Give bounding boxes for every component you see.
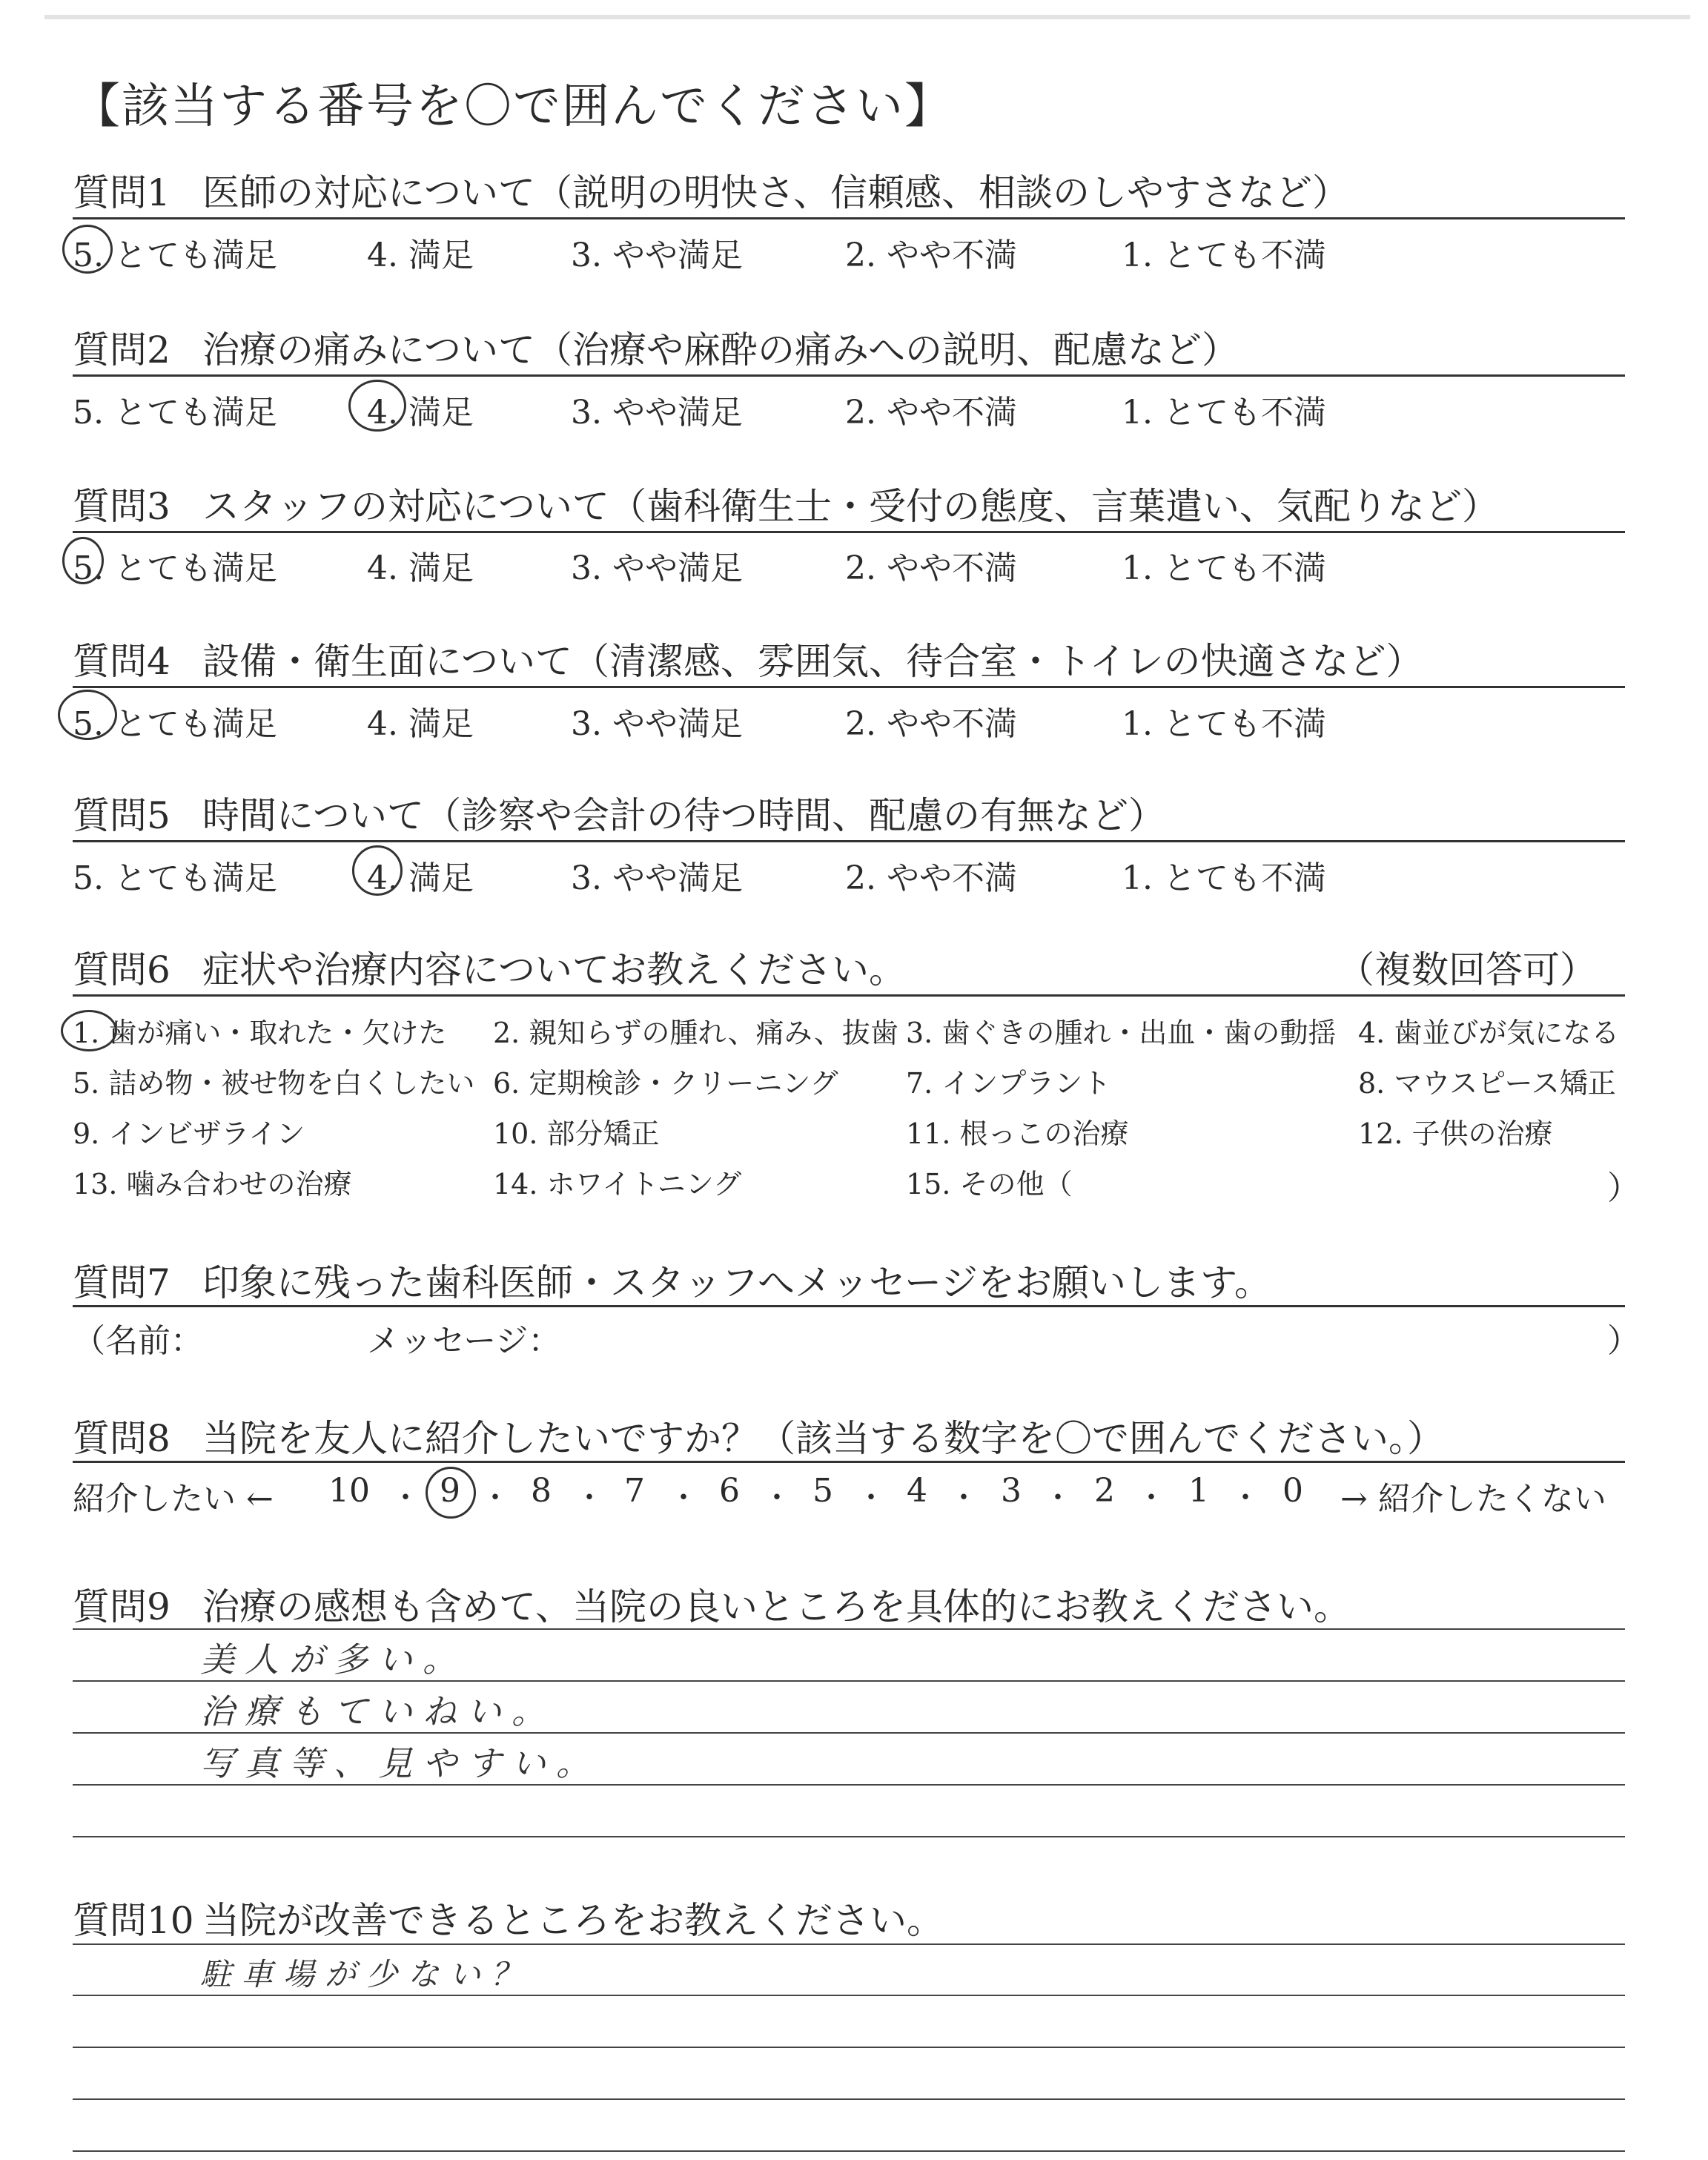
q9-number: 質問9: [73, 1585, 171, 1628]
q8-number: 質問8: [73, 1417, 171, 1460]
q5-number: 質問5: [73, 794, 171, 837]
q1-option-5[interactable]: 5. とても満足: [73, 237, 277, 274]
q5-option-1[interactable]: 1. とても不満: [1122, 859, 1326, 897]
q8-left-label: 紹介したい ←: [73, 1480, 274, 1518]
q6-option-1[interactable]: 1. 歯が痛い・取れた・欠けた: [73, 1017, 447, 1049]
q8-scale-1[interactable]: 1: [1188, 1472, 1209, 1510]
q3-option-5[interactable]: 5. とても満足: [73, 549, 277, 587]
q9-answer-line: 写真等、見やすい。: [200, 1743, 600, 1783]
q8-sep: ・: [762, 1481, 792, 1515]
q4-option-2[interactable]: 2. やや不満: [845, 705, 1017, 743]
q6-option-12[interactable]: 12. 子供の治療: [1358, 1117, 1553, 1150]
q4-option-5[interactable]: 5. とても満足: [73, 705, 277, 743]
q2-selection-circle: [348, 380, 406, 432]
q5-rule: [73, 840, 1625, 842]
q6-option-10[interactable]: 10. 部分矯正: [493, 1117, 660, 1150]
q6-note: （複数回答可）: [1337, 948, 1597, 991]
q2-number: 質問2: [73, 328, 171, 371]
q6-option-13[interactable]: 13. 噛み合わせの治療: [73, 1168, 352, 1200]
q8-sep: ・: [1136, 1481, 1166, 1515]
q3-number: 質問3: [73, 485, 171, 528]
q7-name-label: （名前：: [73, 1322, 203, 1360]
q4-number: 質問4: [73, 640, 171, 683]
q3-option-1[interactable]: 1. とても不満: [1122, 549, 1326, 587]
q1-option-4[interactable]: 4. 満足: [367, 237, 474, 274]
q8-sep: ・: [856, 1481, 886, 1515]
q5-option-2[interactable]: 2. やや不満: [845, 859, 1017, 897]
q6-option-6[interactable]: 6. 定期検診・クリーニング: [493, 1067, 838, 1100]
q9-write-line: [73, 1628, 1625, 1630]
q3-rule: [73, 531, 1625, 533]
q10-text: 当院が改善できるところをお教えください。: [202, 1899, 944, 1942]
q7-message-label: メッセージ：: [367, 1322, 561, 1360]
q9-text: 治療の感想も含めて、当院の良いところを具体的にお教えください。: [202, 1585, 1351, 1628]
q6-option-8[interactable]: 8. マウスピース矯正: [1358, 1067, 1616, 1100]
q1-number: 質問1: [73, 171, 171, 214]
q6-number: 質問6: [73, 948, 171, 991]
q4-selection-circle: [58, 690, 117, 740]
q1-text: 医師の対応について（説明の明快さ、信頼感、相談のしやすさなど）: [202, 171, 1349, 214]
q4-option-4[interactable]: 4. 満足: [367, 705, 474, 743]
q7-close: ）: [1607, 1322, 1640, 1360]
q8-text: 当院を友人に紹介したいですか？（該当する数字を〇で囲んでください。）: [202, 1417, 1444, 1460]
q6-option-7[interactable]: 7. インプラント: [906, 1067, 1111, 1100]
q8-selection-circle: [426, 1467, 476, 1519]
q5-option-5[interactable]: 5. とても満足: [73, 859, 277, 897]
q1-selection-circle: [62, 225, 113, 274]
q4-rule: [73, 686, 1625, 688]
q3-selection-circle: [62, 537, 104, 584]
q10-write-line: [73, 2047, 1625, 2048]
q3-option-2[interactable]: 2. やや不満: [845, 549, 1017, 587]
q4-option-3[interactable]: 3. やや満足: [571, 705, 743, 743]
q4-heading: [73, 632, 1423, 685]
scan-edge: [44, 15, 1690, 19]
q2-heading: [73, 320, 1239, 374]
q8-sep: ・: [669, 1481, 698, 1515]
q4-option-1[interactable]: 1. とても不満: [1122, 705, 1326, 743]
q8-sep: ・: [1231, 1481, 1260, 1515]
q1-option-2[interactable]: 2. やや不満: [845, 237, 1017, 274]
q6-selection-circle: [61, 1010, 117, 1051]
q10-answer-line: 駐車場が少ない？: [200, 1956, 533, 1992]
q1-rule: [73, 217, 1625, 219]
q9-answer-line: 治療もていねい。: [200, 1691, 556, 1731]
q8-scale-2[interactable]: 2: [1094, 1472, 1115, 1510]
q7-heading: [73, 1253, 1271, 1307]
q10-number: 質問10: [73, 1899, 194, 1942]
q1-heading: [73, 163, 1349, 217]
q7-text: 印象に残った歯科医師・スタッフへメッセージをお願いします。: [202, 1261, 1271, 1304]
q8-sep: ・: [391, 1481, 420, 1515]
q8-heading: [73, 1409, 1444, 1462]
q8-scale-7[interactable]: 7: [624, 1472, 645, 1510]
q6-option-11[interactable]: 11. 根っこの治療: [906, 1117, 1129, 1150]
q8-scale-10[interactable]: 10: [328, 1472, 370, 1510]
q3-option-3[interactable]: 3. やや満足: [571, 549, 743, 587]
q8-sep: ・: [1043, 1481, 1073, 1515]
q8-scale-5[interactable]: 5: [812, 1472, 833, 1510]
q6-option-3[interactable]: 3. 歯ぐきの腫れ・出血・歯の動揺: [906, 1017, 1337, 1049]
q2-rule: [73, 374, 1625, 377]
q8-sep: ・: [949, 1481, 979, 1515]
q6-option-9[interactable]: 9. インビザライン: [73, 1117, 305, 1150]
q5-selection-circle: [352, 845, 403, 896]
q6-heading: [73, 940, 906, 994]
q6-rule: [73, 994, 1625, 997]
q10-write-line: [73, 2150, 1625, 2152]
q8-scale-6[interactable]: 6: [719, 1472, 740, 1510]
q7-number: 質問7: [73, 1261, 171, 1304]
q10-heading: [73, 1891, 944, 1944]
q6-other-close: ）: [1607, 1169, 1640, 1207]
q1-option-1[interactable]: 1. とても不満: [1122, 237, 1326, 274]
q5-option-3[interactable]: 3. やや満足: [571, 859, 743, 897]
q8-scale-9[interactable]: 9: [440, 1472, 460, 1510]
q8-sep: ・: [575, 1481, 604, 1515]
q2-option-4[interactable]: 4. 満足: [367, 394, 474, 432]
q6-option-14[interactable]: 14. ホワイトニング: [493, 1168, 742, 1200]
q3-heading: [73, 477, 1499, 530]
q3-option-4[interactable]: 4. 満足: [367, 549, 474, 587]
q9-answer-line: 美人が多い。: [200, 1639, 467, 1680]
q8-scale-4[interactable]: 4: [907, 1472, 927, 1510]
q2-option-1[interactable]: 1. とても不満: [1122, 394, 1326, 432]
q9-heading: [73, 1577, 1351, 1631]
q5-heading: [73, 786, 1165, 839]
q8-rule: [73, 1461, 1625, 1463]
q6-option-4[interactable]: 4. 歯並びが気になる: [1358, 1017, 1620, 1049]
q8-scale-8[interactable]: 8: [531, 1472, 552, 1510]
q8-right-label: → 紹介したくない: [1340, 1480, 1606, 1518]
q4-text: 設備・衛生面について（清潔感、雰囲気、待合室・トイレの快適さなど）: [202, 640, 1423, 683]
q6-option-2[interactable]: 2. 親知らずの腫れ、痛み、抜歯: [493, 1017, 898, 1049]
page-title: 【該当する番号を〇で囲んでください】: [73, 79, 953, 134]
q8-scale-0[interactable]: 0: [1282, 1472, 1303, 1510]
q10-write-line: [73, 1995, 1625, 1996]
q6-option-15[interactable]: 15. その他（: [906, 1168, 1073, 1200]
q10-write-line: [73, 2098, 1625, 2100]
q6-text: 症状や治療内容についてお教えください。: [202, 948, 906, 991]
q3-text: スタッフの対応について（歯科衛生士・受付の態度、言葉遣い、気配りなど）: [202, 485, 1499, 528]
q2-option-3[interactable]: 3. やや満足: [571, 394, 743, 432]
q2-option-2[interactable]: 2. やや不満: [845, 394, 1017, 432]
q9-write-line: [73, 1836, 1625, 1837]
q5-option-4[interactable]: 4. 満足: [367, 859, 474, 897]
q7-rule: [73, 1305, 1625, 1307]
q1-option-3[interactable]: 3. やや満足: [571, 237, 743, 274]
q2-option-5[interactable]: 5. とても満足: [73, 394, 277, 432]
q5-text: 時間について（診察や会計の待つ時間、配慮の有無など）: [202, 794, 1165, 837]
q10-write-line: [73, 1943, 1625, 1945]
q8-scale-3[interactable]: 3: [1001, 1472, 1022, 1510]
q2-text: 治療の痛みについて（治療や麻酔の痛みへの説明、配慮など）: [202, 328, 1239, 371]
q6-option-5[interactable]: 5. 詰め物・被せ物を白くしたい: [73, 1067, 475, 1100]
q8-sep: ・: [480, 1481, 510, 1515]
